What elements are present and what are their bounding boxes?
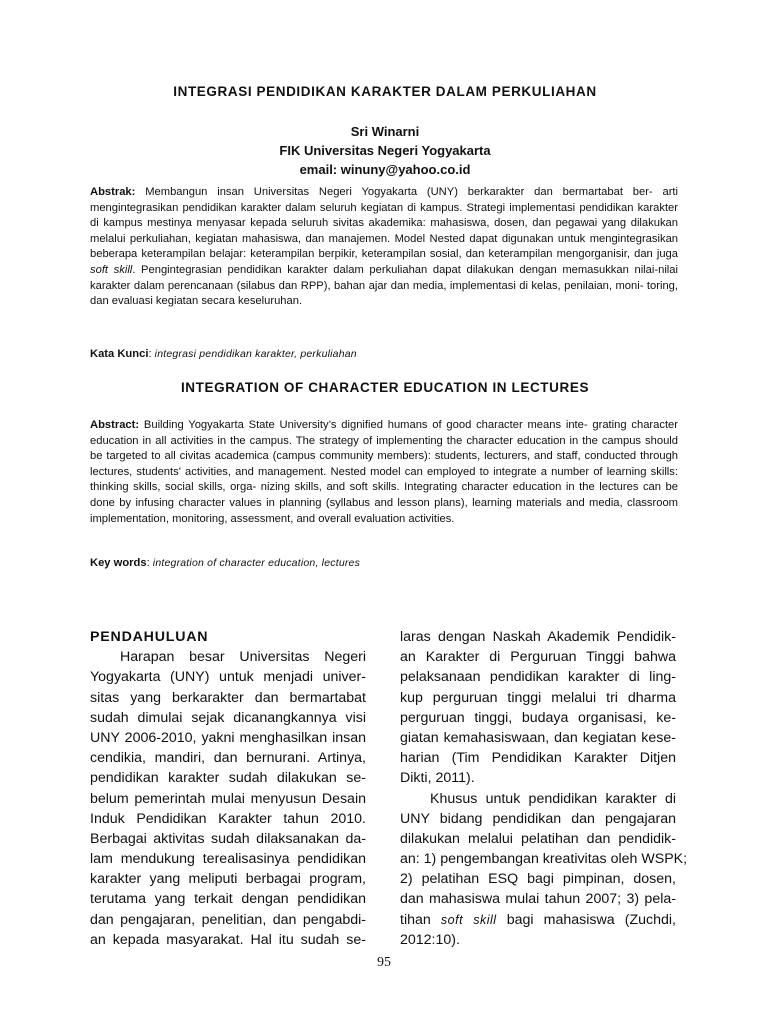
body-line: pelaksanaan pendidikan karakter di ling- [400, 669, 676, 686]
body-line: karakter yang meliputi berbagai program, [90, 871, 366, 888]
author-affiliation: FIK Universitas Negeri Yogyakarta [279, 143, 491, 158]
abstrak-line: dosen, dan pegawai yang dilakukan melalui perkuliahan, kegiatan mahasiswa, dan manajemen. [90, 217, 678, 245]
abstrak-line: . Pengintegrasian [132, 263, 222, 276]
body-line: sitas yang berkarakter dan bermartabat [90, 689, 366, 706]
key-words [90, 557, 678, 569]
abstrak-soft-skill: soft skill [90, 263, 133, 276]
body-line: dilakukan melalui pelatihan dan pendidik- [400, 830, 676, 847]
kata-kunci-value: integrasi pendidikan karakter, perkuliahan [154, 348, 357, 360]
body-line: Yogyakarta (UNY) untuk menjadi univer- [90, 669, 366, 686]
body-line: dan pengajaran, penelitian, dan pengabdi- [90, 911, 366, 928]
body-line: laras dengan Naskah Akademik Pendidik- [400, 629, 676, 645]
abstrak-line: toring, dan evaluasi kegiatan secara keseluruhan. [90, 279, 679, 308]
abstract-line: Building Yogyakarta State University’s dignified humans of good character means inte- [139, 419, 588, 431]
abstrak-line: pendidikan karakter dalam perkuliahan dapat dilakukan dengan memasukkan nilai-nilai karakter [90, 263, 678, 292]
body-text: bagi mahasiswa (Zuchdi, [496, 911, 676, 928]
key-words-value: integration of character education, lectures [152, 557, 361, 569]
abstract-line: character values in planning (syllabus and lesson plans), learning materials and media, classroom [178, 496, 678, 509]
author-email: email: winuny@yahoo.co.id [299, 162, 471, 177]
body-line: dan mahasiswa mulai tahun 2007; 3) pela- [400, 891, 676, 908]
body-line: Induk Pendidikan Karakter tahun 2010. [90, 810, 366, 827]
key-words-sep: : [146, 557, 153, 569]
body-line: pendidikan karakter sudah dilakukan se- [90, 770, 366, 787]
author-block [90, 122, 680, 179]
abstract-line: grating character education in all activities in the campus. The strategy of implementing the character [90, 419, 679, 447]
english-title: INTEGRATION OF CHARACTER EDUCATION IN LECTURES [180, 380, 590, 395]
paper-title: INTEGRASI PENDIDIKAN KARAKTER DALAM PERKULIAHAN [173, 84, 597, 99]
body-line: an kepada masyarakat. Hal itu sudah se- [90, 931, 366, 948]
abstrak [90, 185, 678, 310]
page-number: 95 [377, 955, 391, 970]
body-line: Harapan besar Universitas Negeri [120, 649, 366, 666]
abstract-line: implementation, monitoring, assessment, and overall evaluation activities. [90, 512, 455, 525]
abstract-label: Abstract: [90, 419, 140, 431]
abstrak-line: Model Nested dapat digunakan untuk mengintegrasikan beberapa keterampilan belajar: keterampilan [90, 232, 679, 261]
author-name: Sri Winarni [350, 124, 420, 139]
key-words-label: Key words [90, 557, 147, 569]
body-line: belum pemerintah mulai menyusun Desain [90, 790, 366, 807]
body-line: sudah dimulai sejak dicanangkannya visi [90, 709, 366, 726]
abstrak-label: Abstrak: [90, 186, 136, 198]
abstrak-line: berpikir, keterampilan sosial, dan keterampilan mengorganisir, dan juga [318, 248, 679, 261]
body-line: 2) pelatihan ESQ bagi pimpinan, dosen, [400, 871, 676, 888]
abstract-line: nizing skills, and soft skills. Integrating character education in the lectures can be done by infusing [90, 481, 679, 509]
section-heading: PENDAHULUAN [90, 629, 209, 645]
abstrak-line: arti mengintegrasikan pendidikan karakter dalam seluruh kegiatan di kampus. Strategi implementasi [90, 186, 679, 214]
body-line: Berbagai aktivitas sudah dilaksanakan da- [90, 830, 366, 847]
abstract-line: education in the campus should be targeted to all civitas academica (campus community members): [90, 434, 678, 463]
body-line: kup perguruan tinggi melalui tri dharma [400, 689, 676, 706]
body-line: UNY 2006-2010, yakni menghasilkan insan [90, 729, 366, 746]
body-line: Khusus untuk pendidikan karakter di [430, 790, 676, 807]
body-line: lam mendukung terealisasinya pendidikan [90, 851, 366, 868]
body-text: tihan [400, 911, 441, 928]
body-line: giatan kemahasiswaan, dan kegiatan kese- [400, 729, 676, 746]
english-abstract [90, 418, 678, 527]
body-line: an: 1) pengembangan kreativitas oleh WSPK; [400, 851, 688, 868]
body-line [400, 910, 676, 930]
body-line: Dikti, 2011). [400, 770, 475, 787]
right-column [400, 627, 688, 950]
left-column [90, 627, 366, 950]
body-line: an Karakter di Perguruan Tinggi bahwa [400, 649, 676, 666]
body-line: UNY bidang pendidikan dan pengajaran [400, 810, 676, 827]
abstrak-line: Membangun insan Universitas Negeri Yogyakarta (UNY) berkarakter dan bermartabat ber- [135, 186, 653, 198]
abstract-line: students, lecturers, and staff, conducted through lectures, students' activities, and management. [90, 450, 679, 478]
body-line: terutama yang terkait dengan pendidikan [90, 891, 366, 908]
abstract-line: Nested model can employed to integrate a number of learning skills: thinking skills, social skills, orga- [90, 465, 678, 494]
body-line: perguruan tinggi, budaya organisasi, ke- [400, 709, 676, 726]
kata-kunci-sep: : [148, 348, 155, 360]
soft-skill-italic: soft skill [440, 912, 497, 927]
body-line: 2012:10). [400, 931, 460, 948]
body-line: cendikia, mandiri, dan bernurani. Artinya, [90, 750, 366, 767]
abstrak-line: dalam perencanaan (silabus dan RPP), bahan ajar dan media, implementasi di kelas, penilaian, moni- [133, 279, 644, 292]
kata-kunci [90, 348, 678, 360]
body-line: harian (Tim Pendidikan Karakter Ditjen [400, 750, 676, 767]
kata-kunci-label: Kata Kunci [90, 348, 149, 360]
abstrak-line: pendidikan karakter di kampus mestinya menyasar kepada seluruh sivitas akademika: mahasiswa, [90, 201, 678, 230]
